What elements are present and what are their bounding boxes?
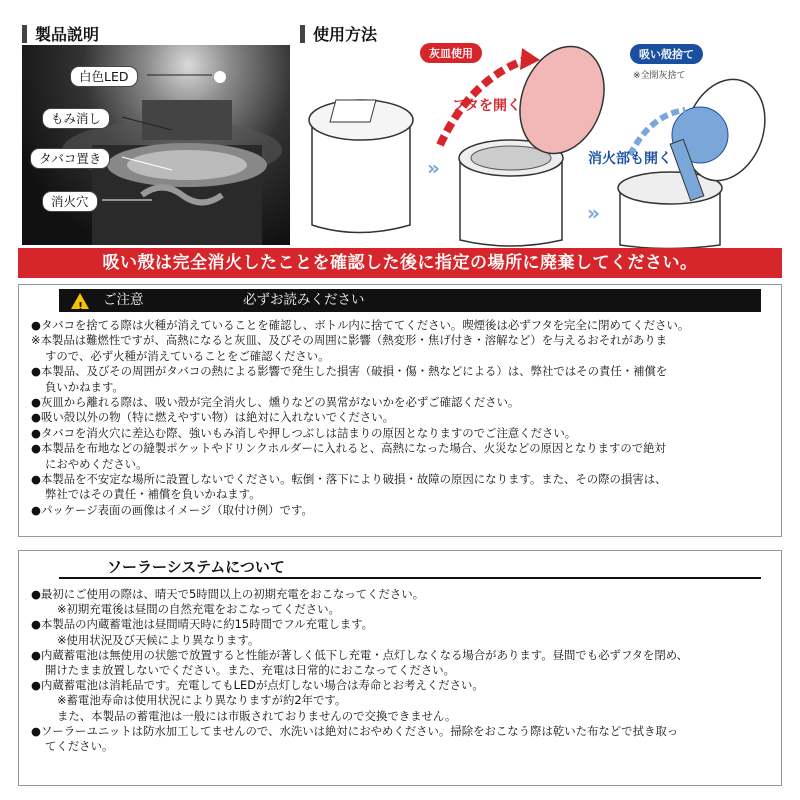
header-bar xyxy=(22,25,27,43)
usage-steps-drawing xyxy=(300,40,780,250)
product-description-header xyxy=(22,22,99,45)
list-item: ●灰皿から離れる際は、吸い殻が完全消火し、燻りなどの異常がないかを必ずご確認ください。 xyxy=(31,395,520,410)
usage-illustration xyxy=(300,40,780,250)
list-item: ※蓄電池寿命は使用状況により異なりますが約2年です。 xyxy=(57,693,347,708)
callout-tobacco-holder: タバコ置き xyxy=(30,148,110,169)
list-item: ※初期充電後は昼間の自然充電をおこなってください。 xyxy=(57,602,340,617)
callout-momikeshi: もみ消し xyxy=(42,108,110,129)
list-item: ●吸い殻以外の物（特に燃えやすい物）は絶対に入れないでください。 xyxy=(31,410,395,425)
list-item: ●ソーラーユニットは防水加工してませんので、水洗いは絶対におやめください。掃除をおこなう際は乾いた布などで拭き取っ xyxy=(31,723,679,738)
caution-list xyxy=(31,318,773,518)
solar-list xyxy=(31,587,773,754)
list-item: におやめください。 xyxy=(45,456,148,471)
badge-butt-disposal: 吸い殻捨て xyxy=(630,44,703,64)
full-open-note: ※全開灰捨て xyxy=(633,71,686,81)
ashtray-closeup-image xyxy=(22,45,290,245)
svg-text:»: » xyxy=(587,201,600,225)
caution-title: ご注意 xyxy=(103,292,144,308)
product-photo xyxy=(22,45,290,245)
callout-extinguish-hole: 消火穴 xyxy=(42,191,98,212)
list-item: てください。 xyxy=(45,739,114,754)
open-lid-label: フタを開く xyxy=(452,98,522,114)
callout-white-led: 白色LED xyxy=(70,66,138,87)
list-item: ●本製品を布地などの縫製ポケットやドリンクホルダーに入れると、高熱になった場合、火災などの原因となりますので絶対 xyxy=(31,441,666,456)
list-item: ●本製品を不安定な場所に設置しないでください。転倒・落下により破損・故障の原因になります。また、その際の損害は、 xyxy=(31,472,667,487)
list-item: ※使用状況及び天候により異なります。 xyxy=(57,632,260,647)
open-extinguisher-label: 消火部も開く xyxy=(588,151,672,167)
list-item: ●タバコを消火穴に差込む際、強いもみ消しや押しつぶしは詰まりの原因となりますのでご注意ください。 xyxy=(31,425,577,440)
caution-subtitle: 必ずお読みください xyxy=(243,292,365,308)
list-item: ●内蔵蓄電池は無使用の状態で放置すると性能が著しく低下し充電・点灯しなくなる場合があります。昼間でも必ずフタを閉め、 xyxy=(31,647,689,662)
list-item: 負いかねます。 xyxy=(45,379,124,394)
list-item: ●タバコを捨てる際は火種が消えていることを確認し、ボトル内に捨ててください。喫煙後は必ずフタを完全に閉めてください。 xyxy=(31,318,690,332)
product-description-title: 製品説明 xyxy=(35,25,100,44)
solar-system-box xyxy=(18,550,782,786)
list-item: 開けたまま放置しないでください。また、充電は日常的におこなってください。 xyxy=(45,663,456,678)
disposal-banner: 吸い殻は完全消火したことを確認した後に指定の場所に廃棄してください。 xyxy=(18,248,782,278)
usage-title: 使用方法 xyxy=(313,25,378,44)
warning-icon: ! xyxy=(71,293,89,309)
list-item: ●本製品の内蔵蓄電池は昼間晴天時に約15時間でフル充電します。 xyxy=(31,617,374,632)
list-item: ●パッケージ表面の画像はイメージ（取付け例）です。 xyxy=(31,502,313,517)
list-item: ●本製品、及びその周囲がタバコの熱による影響で発生した損害（破損・傷・熱などによる）は、弊社ではその責任・補償を xyxy=(31,364,668,379)
list-item: 弊社ではその責任・補償を負いかねます。 xyxy=(45,487,261,502)
solar-title: ソーラーシステムについて xyxy=(59,555,761,579)
list-item: ●最初にご使用の際は、晴天で5時間以上の初期充電をおこなってください。 xyxy=(31,587,425,601)
list-item: また、本製品の蓄電池は一般には市販されておりませんので交換できません。 xyxy=(57,708,457,723)
list-item: ※本製品は難燃性ですが、高熱になると灰皿、及びその周囲に影響（熱変形・焦げ付き・溶解など）を与えるおそれがありま xyxy=(31,333,668,348)
svg-text:»: » xyxy=(427,156,440,180)
badge-ashtray-use: 灰皿使用 xyxy=(420,43,482,63)
caution-box xyxy=(18,284,782,537)
caution-header xyxy=(59,289,761,312)
list-item: ●内蔵蓄電池は消耗品です。充電してもLEDが点灯しない場合は寿命とお考えください。 xyxy=(31,678,484,693)
list-item: すので、必ず火種が消えていることをご確認ください。 xyxy=(45,348,330,363)
